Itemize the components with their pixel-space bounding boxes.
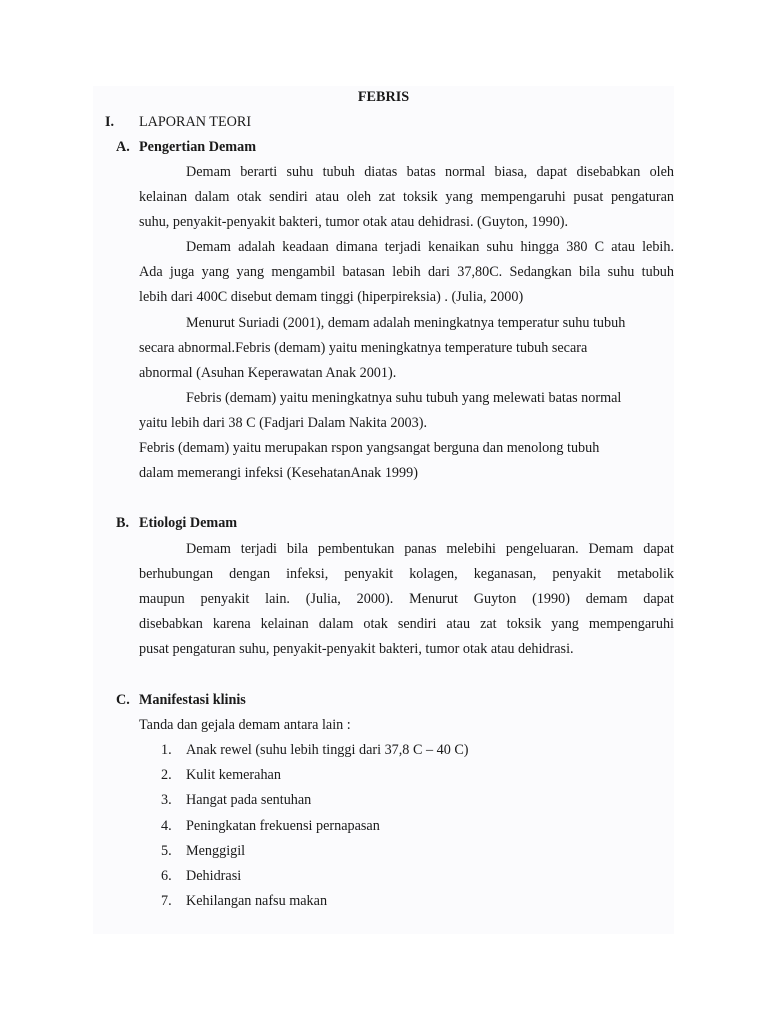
list-item-text: Kehilangan nafsu makan xyxy=(186,893,328,909)
list-item-number: 2. xyxy=(161,767,172,783)
list-item-text: Hangat pada sentuhan xyxy=(186,792,312,808)
list-item-number: 7. xyxy=(161,893,172,909)
paragraph-line: Febris (demam) yaitu merupakan rspon yangsangat berguna dan menolong tubuh xyxy=(139,440,600,456)
list-item-text: Anak rewel (suhu lebih tinggi dari 37,8 C – 40 C) xyxy=(186,742,469,758)
paragraph-line: berhubungan dengan infeksi, penyakit kolagen, keganasan, penyakit metabolik xyxy=(139,566,674,582)
list-item-text: Kulit kemerahan xyxy=(186,767,281,783)
list-item-number: 3. xyxy=(161,792,172,808)
paragraph-line: Menurut Suriadi (2001), demam adalah meningkatnya temperatur suhu tubuh xyxy=(186,315,626,331)
paragraph-line: dalam memerangi infeksi (KesehatanAnak 1999) xyxy=(139,465,418,481)
paragraph-line: Demam terjadi bila pembentukan panas melebihi pengeluaran. Demam dapat xyxy=(186,541,674,557)
list-item-number: 5. xyxy=(161,843,172,859)
paragraph-line: abnormal (Asuhan Keperawatan Anak 2001). xyxy=(139,365,397,381)
section-i-number: I. xyxy=(105,114,115,130)
paragraph-line: Febris (demam) yaitu meningkatnya suhu tubuh yang melewati batas normal xyxy=(186,390,622,406)
paragraph-line: kelainan dalam otak sendiri atau oleh zat toksik yang mempengaruhi pusat pengaturan xyxy=(139,189,674,205)
section-b-title: Etiologi Demam xyxy=(139,515,238,531)
section-a-letter: A. xyxy=(116,139,130,155)
section-i-title: LAPORAN TEORI xyxy=(139,114,252,130)
document-title: FEBRIS xyxy=(357,89,410,105)
paragraph-line: secara abnormal.Febris (demam) yaitu meningkatnya temperature tubuh secara xyxy=(139,340,588,356)
list-intro: Tanda dan gejala demam antara lain : xyxy=(139,717,351,733)
paragraph-line: Ada juga yang yang mengambil batasan lebih dari 37,80C. Sedangkan bila suhu tubuh xyxy=(139,264,674,280)
list-item-number: 1. xyxy=(161,742,172,758)
paragraph-line: yaitu lebih dari 38 C (Fadjari Dalam Nakita 2003). xyxy=(139,415,428,431)
list-item-text: Peningkatan frekuensi pernapasan xyxy=(186,818,380,834)
section-c-title: Manifestasi klinis xyxy=(139,692,246,708)
paragraph-line: Demam adalah keadaan dimana terjadi kenaikan suhu hingga 380 C atau lebih. xyxy=(186,239,674,255)
list-item-text: Dehidrasi xyxy=(186,868,242,884)
paragraph-line: pusat pengaturan suhu, penyakit-penyakit bakteri, tumor otak atau dehidrasi. xyxy=(139,641,574,657)
list-item-text: Menggigil xyxy=(186,843,246,859)
paragraph-line: suhu, penyakit-penyakit bakteri, tumor otak atau dehidrasi. (Guyton, 1990). xyxy=(139,214,569,230)
section-b-letter: B. xyxy=(116,515,130,531)
list-item-number: 6. xyxy=(161,868,172,884)
document-content xyxy=(93,86,674,934)
list-item-number: 4. xyxy=(161,818,172,834)
paragraph-line: lebih dari 400C disebut demam tinggi (hiperpireksia) . (Julia, 2000) xyxy=(139,289,524,305)
paragraph-line: maupun penyakit lain. (Julia, 2000). Menurut Guyton (1990) demam dapat xyxy=(139,591,674,607)
paragraph-line: Demam berarti suhu tubuh diatas batas normal biasa, dapat disebabkan oleh xyxy=(186,164,674,180)
paragraph-line: disebabkan karena kelainan dalam otak sendiri atau zat toksik yang mempengaruhi xyxy=(139,616,674,632)
section-a-title: Pengertian Demam xyxy=(139,139,257,155)
section-c-letter: C. xyxy=(116,692,130,708)
